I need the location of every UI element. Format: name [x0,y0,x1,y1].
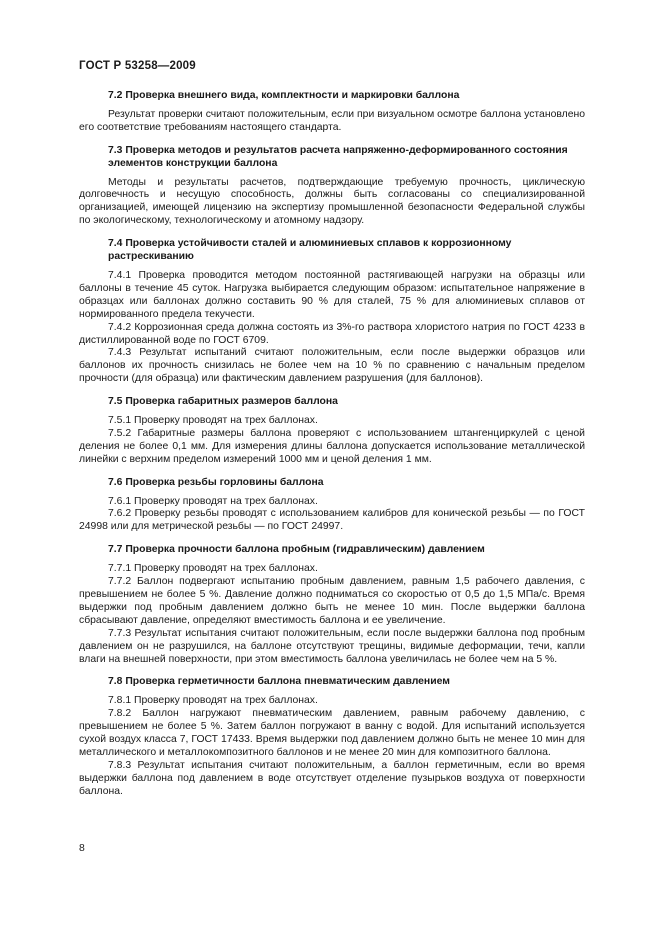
section-title: 7.8 Проверка герметичности баллона пневматическим давлением [108,676,450,688]
paragraph: Результат проверки считают положительным, если при визуальном осмотре баллона установлено его соответствие требованиям настоящего стандарта. [79,108,585,133]
section-title: 7.7 Проверка прочности баллона пробным (гидравлическим) давлением [108,544,485,556]
section-title: 7.6 Проверка резьбы горловины баллона [108,476,324,488]
section-7-7 [79,544,585,666]
section-7-3 [79,145,585,228]
paragraph: 7.8.3 Результат испытания считают положительным, а баллон герметичным, если во время выдержки баллона под давлением в воде отсутствует отделение пузырьков воздуха от поверхности баллона. [79,759,585,797]
paragraph: 7.7.3 Результат испытания считают положительным, если после выдержки баллона под пробным давлением он не разрушился, на баллоне отсутствуют трещины, видимые деформации, течи, капли влаги на внешней поверхности, при этом вместимость баллона увеличилась не более чем на 5 %. [79,627,585,665]
section-title: 7.5 Проверка габаритных размеров баллона [108,396,338,408]
paragraph: 7.5.2 Габаритные размеры баллона проверяют с использованием штангенциркулей с ценой деления не более 0,1 мм. Для измерения длины баллона допускается использование металлической линейки с верхним пределом измерений 1000 мм и ценой деления 1 мм. [79,427,585,465]
paragraph: Методы и результаты расчетов, подтверждающие требуемую прочность, циклическую долговечность и несущую способность, должны быть согласованы со специализированной организацией, имеющей лицензию на экспертизу промышленной безопасности Федеральной службы по экологическому, технологическому и атомному надзору. [79,176,585,227]
paragraph: 7.4.3 Результат испытаний считают положительным, если после выдержки образцов или баллонов их прочность снизилась не более чем на 10 % по сравнению с начальным пределом прочности (для образца) или фактическим давлением разрушения (для баллонов). [79,347,585,385]
section-7-4 [79,238,585,386]
standard-header: ГОСТ Р 53258—2009 [79,60,196,72]
paragraph: 7.4.1 Проверка проводится методом постоянной растягивающей нагрузки на образцы или баллоны в течение 45 суток. Нагрузка выбирается следующим образом: испытательное напряжение в образцах или баллонах должно составить 90 % для сталей, 75 % для алюминиевых сплавов от нормированного предела текучести. [79,269,585,320]
paragraph: 7.6.1 Проверку проводят на трех баллонах. [108,495,318,507]
page-number: 8 [79,843,85,854]
paragraph: 7.6.2 Проверку резьбы проводят с использованием калибров для конической резьбы — по ГОСТ 24998 или для метрической резьбы — по ГОСТ 24997. [79,508,585,533]
section-title: 7.3 Проверка методов и результатов расчета напряженно-деформированного состояния элементов конструкции баллона [108,144,568,169]
section-7-6 [79,477,585,535]
paragraph: 7.4.2 Коррозионная среда должна состоять из 3%-го раствора хлористого натрия по ГОСТ 4233 в дистиллированной воде по ГОСТ 6709. [79,321,585,346]
paragraph: 7.8.1 Проверку проводят на трех баллонах. [108,695,318,707]
paragraph: 7.5.1 Проверку проводят на трех баллонах. [108,415,318,427]
document-body [79,90,585,799]
section-7-8 [79,676,585,798]
paragraph: 7.8.2 Баллон нагружают пневматическим давлением, равным рабочему давлению, с превышением не более 5 %. Затем баллон погружают в ванну с водой. Для испытаний используется сухой воздух класса 7, ГОСТ 17433. Время выдержки под давлением должно быть не менее 10 мин для металлического и металлокомпозитного баллонов и не менее 20 мин для композитного баллона. [79,708,585,758]
paragraph: 7.7.1 Проверку проводят на трех баллонах. [108,563,318,575]
section-title: 7.4 Проверка устойчивости сталей и алюминиевых сплавов к коррозионному растрескиванию [108,238,512,263]
section-7-2 [79,90,585,135]
section-7-5 [79,396,585,467]
section-title: 7.2 Проверка внешнего вида, комплектности и маркировки баллона [108,90,460,101]
paragraph: 7.7.2 Баллон подвергают испытанию пробным давлением, равным 1,5 рабочего давления, с превышением не более 5 %. Давление должно подниматься со скоростью от 0,5 до 1,5 МПа/с. Время выдержки под пробным давлением должно быть не менее 10 мин. После выдержки баллона сбрасывают давление, определяют вместимость баллона и ее увеличение. [79,576,585,626]
